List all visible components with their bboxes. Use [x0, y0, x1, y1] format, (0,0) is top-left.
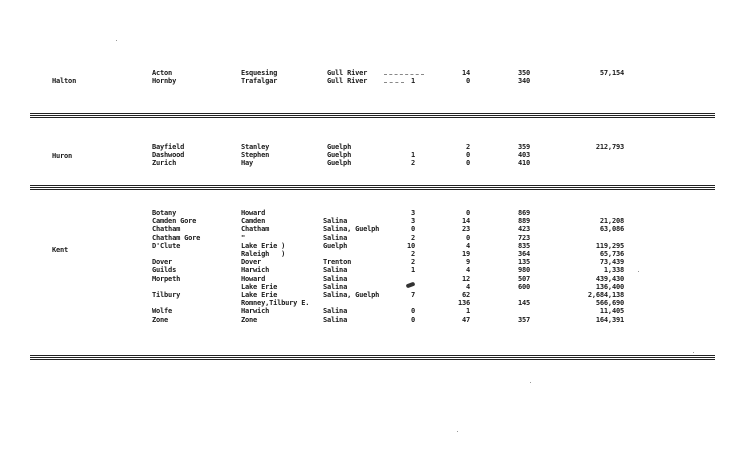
cell-production: 136,400	[595, 282, 624, 291]
cell-post-office: Dover	[152, 258, 173, 267]
cell-formation: Salina	[323, 217, 348, 226]
cell-post-office: Chatham	[152, 225, 181, 234]
cell-count-b: 0	[465, 151, 470, 159]
cell-count-a: 2	[410, 159, 415, 167]
cell-count-a: 2	[410, 258, 415, 267]
cell-count-b: 0	[465, 159, 470, 167]
cell-township: Howard	[241, 274, 266, 283]
cell-township: Romney,Tilbury E.	[241, 299, 310, 308]
cell-formation: Guelph	[327, 159, 352, 167]
cell-township: Raleigh )	[241, 250, 286, 258]
cell-depth: 980	[517, 266, 530, 275]
cell-depth: 357	[517, 315, 530, 324]
cell-count-a: 1	[410, 77, 415, 85]
section-divider	[30, 359, 715, 360]
cell-post-office: Zurich	[152, 159, 177, 167]
cell-post-office: Acton	[152, 69, 173, 77]
cell-count-a: 1	[410, 266, 415, 275]
cell-depth: 364	[517, 250, 530, 258]
cell-post-office: Bayfield	[152, 143, 185, 151]
cell-count-b: 0	[465, 233, 470, 242]
cell-formation: Salina	[323, 266, 348, 275]
cell-formation: Gull River	[327, 69, 368, 77]
cell-post-office: Chatham Gore	[152, 233, 201, 242]
section-divider	[30, 355, 715, 356]
cell-production: 566,690	[595, 299, 624, 308]
cell-depth: 350	[517, 69, 530, 77]
scan-speck	[530, 382, 531, 383]
cell-production: 439,430	[595, 274, 624, 283]
cell-count-b: 0	[465, 209, 470, 217]
cell-production: 21,208	[599, 217, 624, 226]
cell-count-a: 0	[410, 307, 415, 316]
cell-township: Lake Erie	[241, 282, 278, 291]
cell-depth: 507	[517, 274, 530, 283]
county-label: Kent	[52, 246, 69, 254]
cell-formation: Salina	[323, 315, 348, 324]
county-label: Huron	[52, 152, 73, 160]
cell-post-office: Tilbury	[152, 291, 181, 299]
cell-count-a: 0	[410, 315, 415, 324]
cell-formation: Guelph	[327, 143, 352, 151]
cell-township: Howard	[241, 209, 266, 217]
cell-count-b: 136	[457, 299, 470, 308]
cell-count-b: 4	[465, 282, 470, 291]
cell-township: Esquesing	[241, 69, 278, 77]
cell-formation: Salina	[323, 274, 348, 283]
cell-township: Chatham	[241, 225, 270, 234]
cell-township: "	[241, 233, 246, 242]
cell-formation: Salina, Guelph	[323, 225, 380, 234]
cell-formation: Salina	[323, 233, 348, 242]
cell-count-b: 0	[465, 77, 470, 85]
cell-count-b: 14	[461, 217, 470, 226]
cell-formation: Guelph	[327, 151, 352, 159]
cell-township: Dover	[241, 258, 262, 267]
cell-township: Harwich	[241, 307, 270, 316]
cell-depth: 403	[517, 151, 530, 159]
scan-speck	[638, 271, 639, 272]
section-divider	[30, 117, 715, 118]
county-label: Halton	[52, 77, 77, 85]
cell-production: 2,684,138	[587, 291, 624, 299]
scan-speck	[116, 40, 117, 41]
cell-township: Hay	[241, 159, 254, 167]
cell-count-b: 12	[461, 274, 470, 283]
cell-count-a: 3	[410, 217, 415, 226]
cell-production: 65,736	[599, 250, 624, 258]
cell-production: 1,338	[603, 266, 624, 275]
cell-count-a: 1	[410, 151, 415, 159]
cell-post-office: Morpeth	[152, 274, 181, 283]
cell-post-office: Wolfe	[152, 307, 173, 316]
cell-depth: 423	[517, 225, 530, 234]
cell-formation: Guelph	[323, 241, 348, 250]
cell-post-office: Botany	[152, 209, 177, 217]
cell-count-b: 4	[465, 241, 470, 250]
cell-production: 119,295	[595, 241, 624, 250]
cell-production: 212,793	[595, 143, 624, 151]
cell-post-office: Camden Gore	[152, 217, 197, 226]
cell-township: Stanley	[241, 143, 270, 151]
cell-post-office: Dashwood	[152, 151, 185, 159]
cell-post-office: Zone	[152, 315, 169, 324]
cell-count-b: 14	[461, 69, 470, 77]
cell-count-b: 2	[465, 143, 470, 151]
cell-count-b: 47	[461, 315, 470, 324]
cell-depth: 145	[517, 299, 530, 308]
cell-depth: 889	[517, 217, 530, 226]
cell-depth: 835	[517, 241, 530, 250]
cell-count-b: 9	[465, 258, 470, 267]
cell-production: 73,439	[599, 258, 624, 267]
cell-depth: 359	[517, 143, 530, 151]
cell-township: Lake Erie )	[241, 241, 286, 250]
cell-production: 57,154	[599, 69, 624, 77]
cell-township: Lake Erie	[241, 291, 278, 299]
cell-production: 63,086	[599, 225, 624, 234]
section-divider	[30, 115, 715, 116]
cell-depth: 135	[517, 258, 530, 267]
section-divider	[30, 185, 715, 186]
cell-formation: Trenton	[323, 258, 352, 267]
cell-count-a: 2	[410, 233, 415, 242]
scan-speck	[693, 352, 694, 353]
cell-count-a: 7	[410, 291, 415, 299]
dashed-leader	[384, 74, 424, 75]
section-divider	[30, 187, 715, 188]
cell-count-b: 4	[465, 266, 470, 275]
section-divider	[30, 189, 715, 190]
cell-count-a: 3	[410, 209, 415, 217]
cell-township: Trafalgar	[241, 77, 278, 85]
cell-township: Harwich	[241, 266, 270, 275]
cell-township: Stephen	[241, 151, 270, 159]
scan-speck	[457, 431, 458, 432]
ink-smudge	[406, 282, 416, 289]
cell-count-b: 23	[461, 225, 470, 234]
cell-count-a: 0	[410, 225, 415, 234]
cell-township: Camden	[241, 217, 266, 226]
cell-formation: Salina	[323, 282, 348, 291]
cell-depth: 340	[517, 77, 530, 85]
cell-formation: Salina	[323, 307, 348, 316]
cell-production: 11,405	[599, 307, 624, 316]
cell-post-office: Guilds	[152, 266, 177, 275]
cell-formation: Salina, Guelph	[323, 291, 380, 299]
cell-count-b: 62	[461, 291, 470, 299]
cell-depth: 723	[517, 233, 530, 242]
cell-depth: 869	[517, 209, 530, 217]
cell-post-office: D'Clute	[152, 241, 181, 250]
section-divider	[30, 113, 715, 114]
cell-production: 164,391	[595, 315, 624, 324]
cell-formation: Gull River	[327, 77, 368, 85]
cell-post-office: Hornby	[152, 77, 177, 85]
cell-count-a: 2	[410, 250, 415, 258]
cell-township: Zone	[241, 315, 258, 324]
cell-count-a: 10	[406, 241, 415, 250]
cell-depth: 410	[517, 159, 530, 167]
cell-count-b: 1	[465, 307, 470, 316]
cell-depth: 600	[517, 282, 530, 291]
section-divider	[30, 357, 715, 358]
cell-count-b: 19	[461, 250, 470, 258]
